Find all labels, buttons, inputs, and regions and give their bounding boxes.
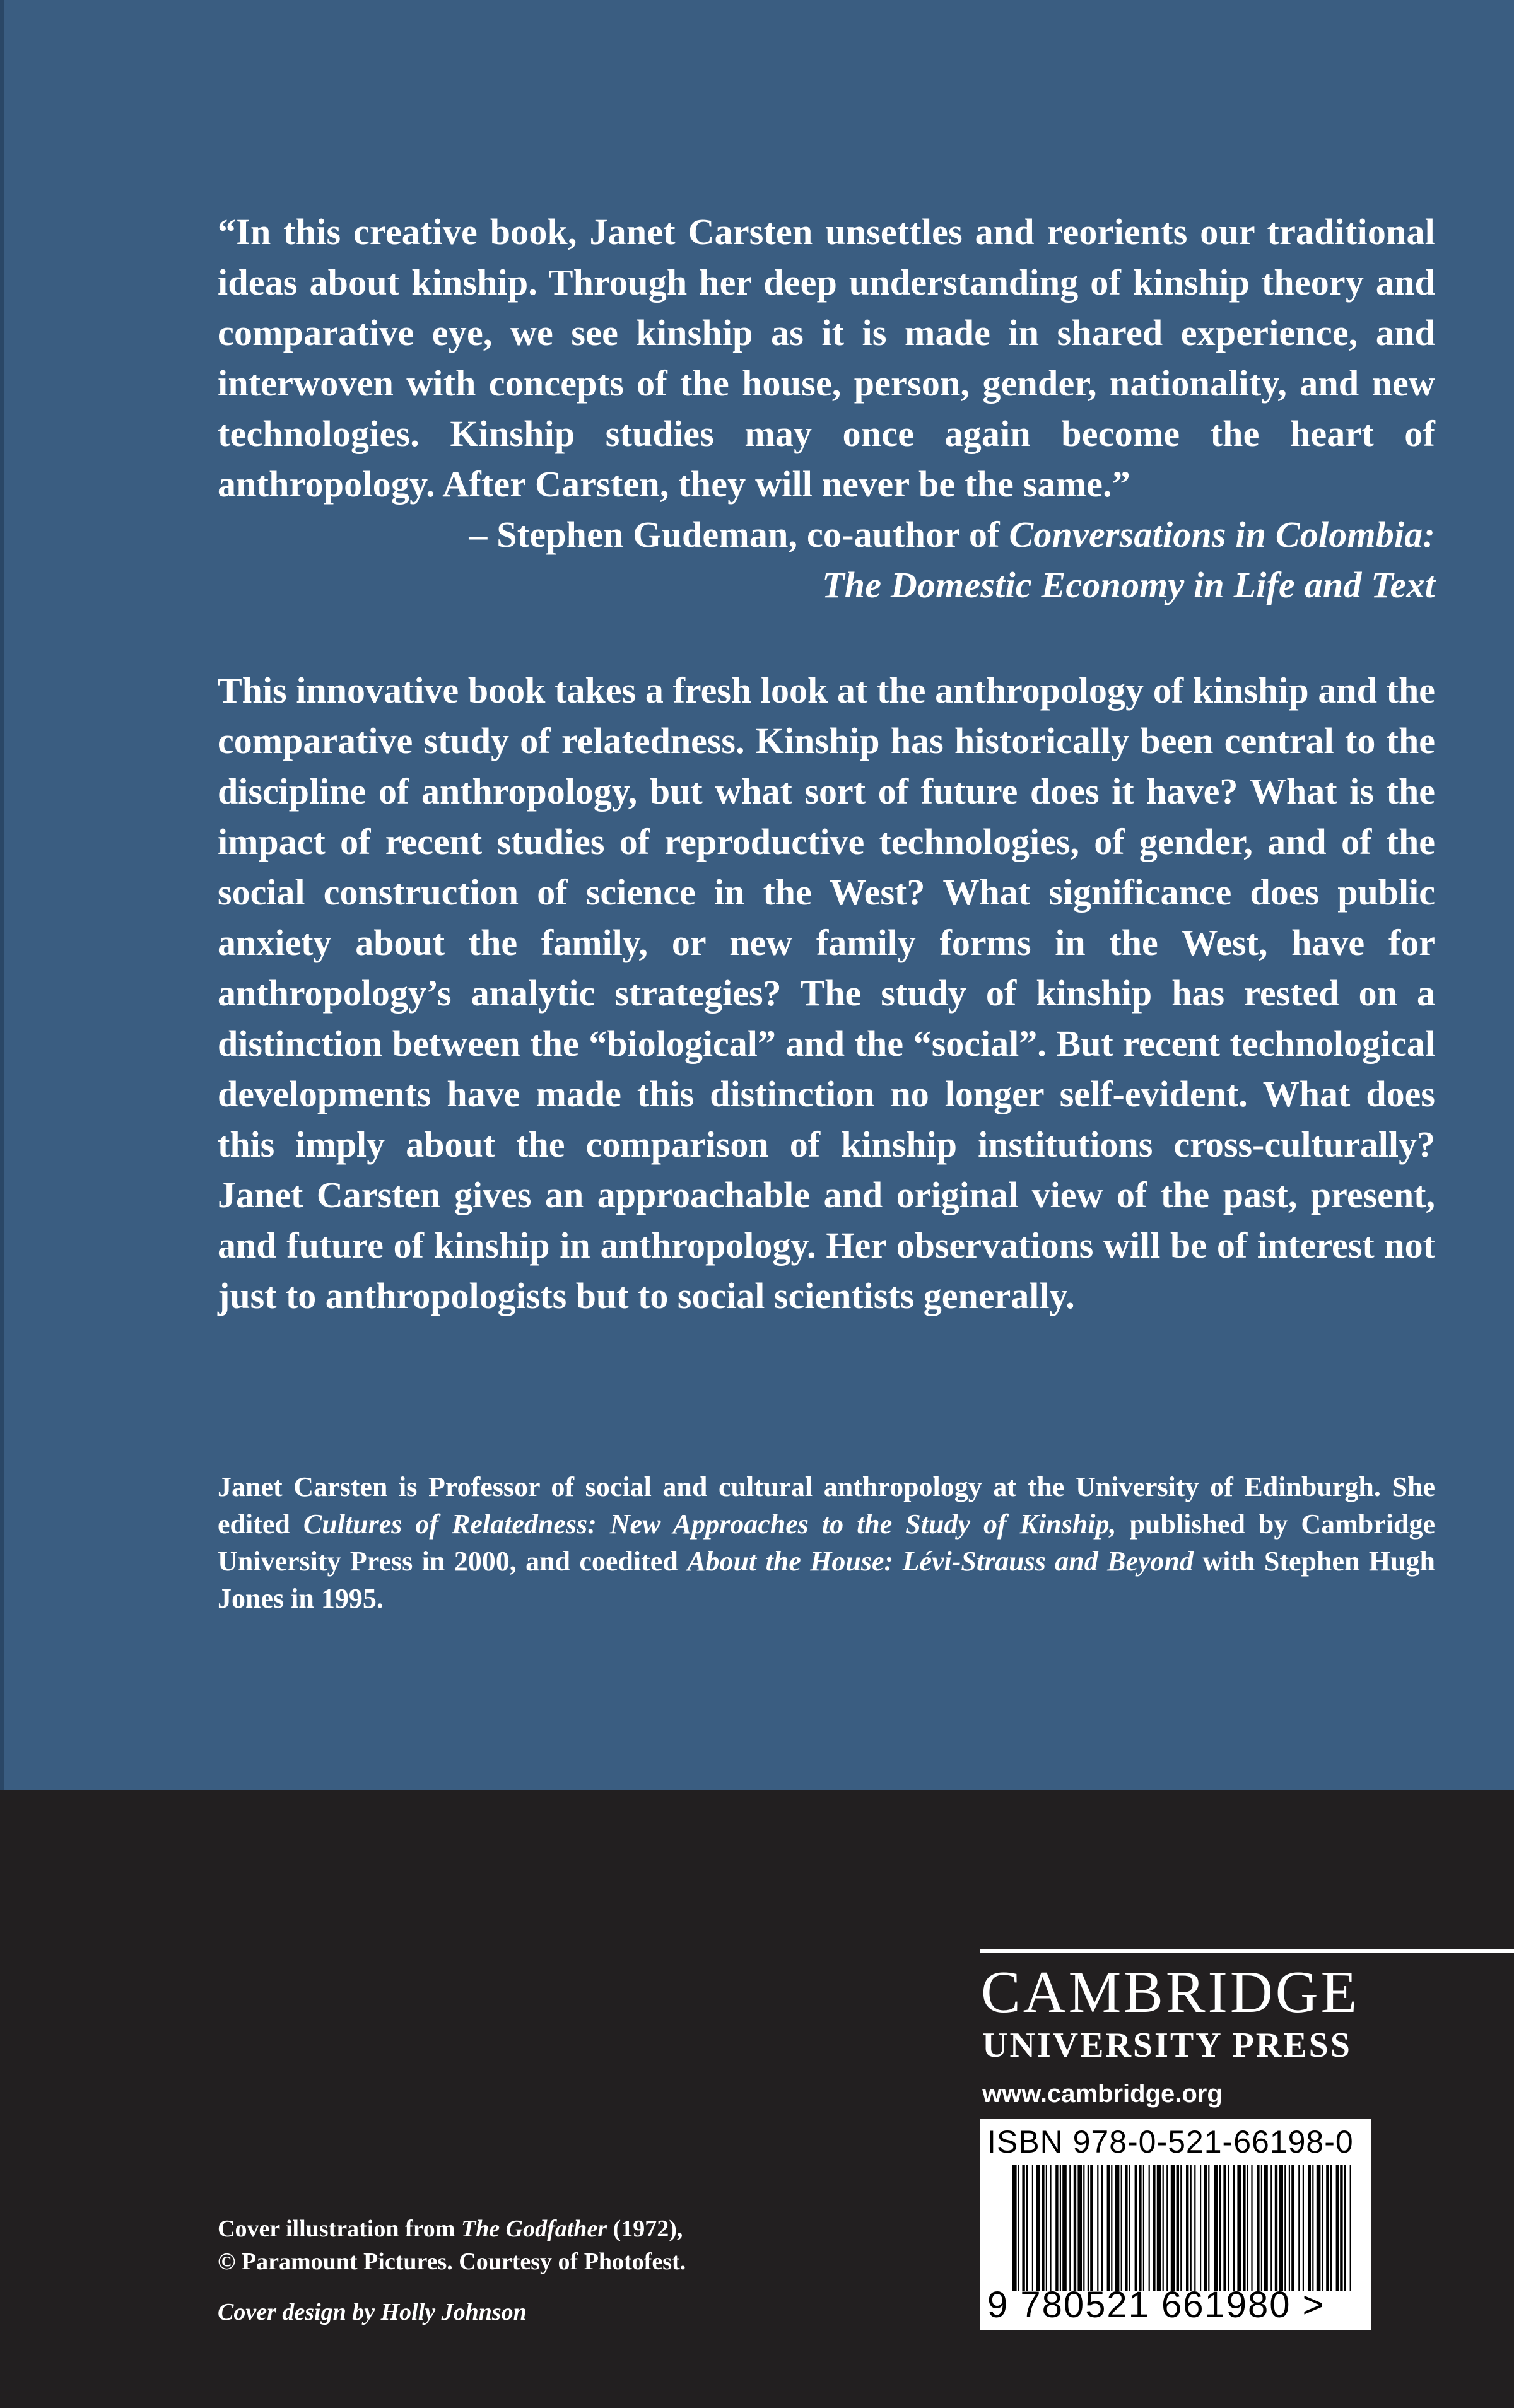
barcode-bar bbox=[1090, 2165, 1093, 2291]
barcode-bar bbox=[1257, 2165, 1259, 2291]
barcode-bar bbox=[1097, 2165, 1098, 2291]
barcode-bar bbox=[1166, 2165, 1168, 2291]
barcode-bar bbox=[1139, 2165, 1141, 2291]
barcode-bar bbox=[1012, 2165, 1017, 2291]
barcode-bar bbox=[1171, 2165, 1175, 2291]
barcode-bar bbox=[1026, 2165, 1028, 2291]
barcode-bar bbox=[1050, 2165, 1051, 2291]
barcode-bar bbox=[1062, 2165, 1067, 2291]
barcode-bar bbox=[1303, 2165, 1304, 2291]
barcode-bar bbox=[1233, 2165, 1235, 2291]
barcode-bar bbox=[1018, 2165, 1019, 2291]
illustration-credit: Cover illustration from The Godfather (1972), bbox=[218, 2216, 683, 2242]
barcode-bar bbox=[1055, 2165, 1058, 2291]
barcode-bar bbox=[1208, 2165, 1209, 2291]
barcode-bar bbox=[1101, 2165, 1103, 2291]
barcode-bar bbox=[1204, 2165, 1207, 2291]
publisher-subtitle: UNIVERSITY PRESS bbox=[982, 2026, 1352, 2065]
barcode-bar bbox=[1163, 2165, 1164, 2291]
barcode-bar bbox=[1022, 2165, 1024, 2291]
barcode-bar bbox=[1326, 2165, 1329, 2291]
bio-text-2: published by Cambridge University Press in 2000, and coedited bbox=[218, 1509, 1435, 1577]
design-credit: Cover design by Holly Johnson bbox=[218, 2299, 527, 2325]
barcode-bar bbox=[1153, 2165, 1155, 2291]
barcode-bar bbox=[1194, 2165, 1195, 2291]
barcode-bar bbox=[1046, 2165, 1047, 2291]
barcode-bar bbox=[1115, 2165, 1120, 2291]
barcode-bar bbox=[1107, 2165, 1110, 2291]
attribution-author: – Stephen Gudeman, co-author of bbox=[469, 514, 1009, 555]
author-bio bbox=[218, 1468, 1435, 1617]
barcode-bar bbox=[1069, 2165, 1071, 2291]
barcode-bar bbox=[1088, 2165, 1089, 2291]
barcode-bar bbox=[1077, 2165, 1082, 2291]
barcode-bar bbox=[1264, 2165, 1268, 2291]
barcode-bar bbox=[1190, 2165, 1192, 2291]
barcode-bar bbox=[1243, 2165, 1245, 2291]
barcode-bar bbox=[1298, 2165, 1300, 2291]
publisher-rule bbox=[980, 1949, 1514, 1953]
barcode-bar bbox=[1284, 2165, 1286, 2291]
isbn-label: ISBN 978-0-521-66198-0 bbox=[987, 2124, 1354, 2160]
barcode-bar bbox=[1330, 2165, 1332, 2291]
publisher-name: CAMBRIDGE bbox=[981, 1960, 1360, 2025]
barcode-bar bbox=[1157, 2165, 1161, 2291]
barcode-bar bbox=[1214, 2165, 1218, 2291]
barcode-bar bbox=[1032, 2165, 1033, 2291]
attribution-book-title-2: The Domestic Economy in Life and Text bbox=[822, 564, 1435, 605]
barcode-bar bbox=[1350, 2165, 1351, 2291]
attribution-book-title-1: Conversations in Colombia: bbox=[1009, 514, 1435, 555]
barcode-bar bbox=[1336, 2165, 1339, 2291]
barcode-bar bbox=[1121, 2165, 1122, 2291]
barcode-bars bbox=[1012, 2165, 1353, 2291]
barcode-bar bbox=[1279, 2165, 1283, 2291]
publisher-logo bbox=[980, 1949, 1514, 2111]
book-description: This innovative book takes a fresh look at the anthropology of kinship and the comparative study of relatedness. Kinship has historically been central to the discipline of anthropology, but what sort of future does it have? What is the impact of recent studies of reproductive technologies, of gender, and of the social construction of science in the West? What significance does public anxiety about the family, or new family forms in the West, have for anthropology’s analytic strategies? The study of kinship has rested on a distinction between the “biological” and the “social”. But recent technological developments have made this distinction no longer self-evident. What does this imply about the comparison of kinship institutions cross-culturally? Janet Carsten gives an approachable and original view of the past, present, and future of kinship in anthropology. Her observations will be of interest not just to anthropologists but to social scientists generally. bbox=[218, 670, 1435, 1316]
barcode-bar bbox=[1251, 2165, 1252, 2291]
barcode-bar bbox=[1042, 2165, 1044, 2291]
barcode-bar bbox=[1186, 2165, 1188, 2291]
barcode-bar bbox=[1143, 2165, 1144, 2291]
barcode-bar bbox=[1228, 2165, 1229, 2291]
barcode-bar bbox=[1270, 2165, 1272, 2291]
barcode-bar bbox=[1177, 2165, 1179, 2291]
barcode-bar bbox=[1200, 2165, 1201, 2291]
barcode-bar bbox=[1111, 2165, 1112, 2291]
barcode-bar bbox=[1261, 2165, 1262, 2291]
endorsement-quote bbox=[218, 207, 1435, 611]
barcode-bar bbox=[1135, 2165, 1137, 2291]
barcode-bar bbox=[1083, 2165, 1084, 2291]
barcode-bar bbox=[1312, 2165, 1313, 2291]
barcode-bar bbox=[1322, 2165, 1323, 2291]
publisher-url: www.cambridge.org bbox=[982, 2080, 1223, 2108]
bio-text-1: Janet Carsten is Professor of social and cultural anthropology at the University of Edinburgh. She edited bbox=[218, 1471, 1435, 1540]
barcode-bar bbox=[1237, 2165, 1241, 2291]
cover-credits bbox=[218, 2212, 785, 2329]
barcode-bar bbox=[1289, 2165, 1290, 2291]
barcode-digits: 9 780521 661980 > bbox=[987, 2284, 1325, 2325]
barcode-bar bbox=[1291, 2165, 1294, 2291]
barcode-bar bbox=[1180, 2165, 1182, 2291]
barcode-bar bbox=[1219, 2165, 1221, 2291]
barcode-bar bbox=[1247, 2165, 1248, 2291]
barcode-bar bbox=[1074, 2165, 1076, 2291]
barcode-bar bbox=[1125, 2165, 1127, 2291]
barcode-bar bbox=[1149, 2165, 1150, 2291]
barcode-bar bbox=[1036, 2165, 1040, 2291]
barcode-bar bbox=[1275, 2165, 1277, 2291]
isbn-barcode bbox=[980, 2119, 1371, 2330]
bio-title-1: Cultures of Relatedness: New Approaches to the Study of Kinship, bbox=[303, 1509, 1117, 1540]
barcode-bar bbox=[1317, 2165, 1321, 2291]
quote-attribution bbox=[218, 510, 1435, 611]
copyright-credit: © Paramount Pictures. Courtesy of Photofest. bbox=[218, 2248, 686, 2275]
bio-text-3: with Stephen Hugh Jones in 1995. bbox=[218, 1546, 1435, 1614]
barcode-bar bbox=[1129, 2165, 1130, 2291]
film-title: The Godfather bbox=[461, 2216, 607, 2242]
barcode-bar bbox=[1060, 2165, 1061, 2291]
barcode-bar bbox=[1223, 2165, 1226, 2291]
barcode-bar bbox=[1340, 2165, 1342, 2291]
quote-text: “In this creative book, Janet Carsten unsettles and reorients our traditional ideas about kinship. Through her deep understanding of kinship theory and comparative eye, we see kinship as it is made in shared experience, and interwoven with concepts of the house, person, gender, nationality, and new technologies. Kinship studies may once again become the heart of anthropology. After Carsten, they will never be the same.” bbox=[218, 211, 1435, 505]
barcode-bar bbox=[1344, 2165, 1346, 2291]
barcode-bar bbox=[1308, 2165, 1311, 2291]
bio-title-2: About the House: Lévi-Strauss and Beyond bbox=[687, 1546, 1194, 1577]
